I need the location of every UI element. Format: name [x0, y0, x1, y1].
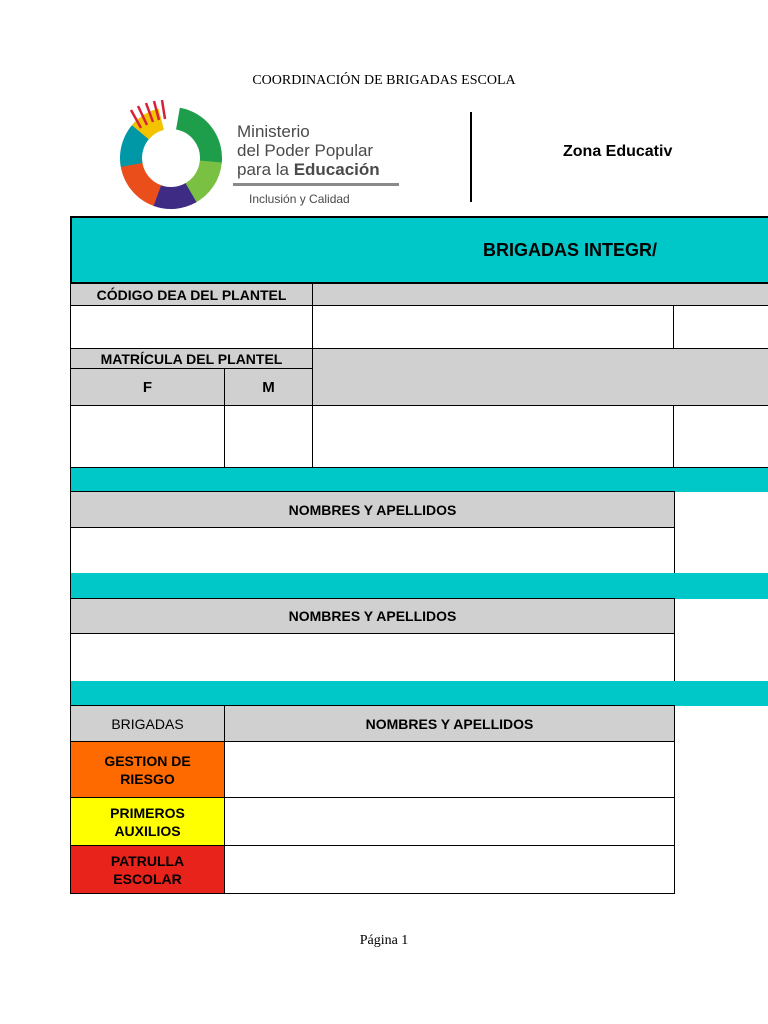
banner-title: BRIGADAS INTEGR/	[483, 240, 658, 260]
matricula-m-field[interactable]	[224, 405, 313, 468]
page-number: Página 1	[359, 933, 409, 948]
nombres-field-2[interactable]	[70, 633, 675, 682]
nombres-header-3: NOMBRES Y APELLIDOS	[224, 705, 675, 742]
codigo-dea-header-fill	[312, 283, 768, 306]
section-divider-2	[70, 573, 768, 599]
logo-line-3-prefix: para la	[237, 160, 294, 179]
section-divider-3	[70, 681, 768, 706]
nombres-header-1: NOMBRES Y APELLIDOS	[70, 491, 675, 528]
logo-line-3	[237, 160, 380, 179]
logo-line-2: del Poder Popular	[237, 141, 374, 160]
brigade-patrulla-escolar-field[interactable]	[224, 845, 675, 894]
zona-educativa-label: Zona Educativ	[563, 143, 673, 160]
matricula-f-field[interactable]	[70, 405, 225, 468]
document-title: COORDINACIÓN DE BRIGADAS ESCOLA	[252, 73, 516, 88]
logo-line-3-bold: Educación	[293, 160, 380, 179]
codigo-dea-label: CÓDIGO DEA DEL PLANTEL	[70, 283, 313, 306]
ministry-logo	[113, 100, 403, 212]
logo-line-1: Ministerio	[237, 122, 310, 141]
brigadas-header: BRIGADAS	[70, 705, 225, 742]
brigade-primeros-auxilios: PRIMEROS AUXILIOS	[70, 797, 225, 846]
brigade-primeros-auxilios-field[interactable]	[224, 797, 675, 846]
ministry-emblem-icon	[113, 100, 223, 212]
section-divider-1	[70, 467, 768, 492]
logo-tagline: Inclusión y Calidad	[249, 192, 350, 206]
codigo-dea-field[interactable]	[70, 305, 313, 349]
matricula-f-label: F	[70, 368, 225, 406]
header-divider	[470, 112, 472, 202]
nombres-header-2: NOMBRES Y APELLIDOS	[70, 598, 675, 634]
codigo-dea-adjacent-field[interactable]	[312, 305, 674, 349]
brigade-patrulla-escolar: PATRULLA ESCOLAR	[70, 845, 225, 894]
matricula-label: MATRÍCULA DEL PLANTEL	[70, 348, 313, 369]
nombres-field-1[interactable]	[70, 527, 675, 574]
matricula-adjacent-field[interactable]	[312, 405, 674, 468]
brigade-gestion-riesgo: GESTION DE RIESGO	[70, 741, 225, 798]
logo-rule	[233, 183, 399, 186]
matricula-m-label: M	[224, 368, 313, 406]
brigade-gestion-riesgo-field[interactable]	[224, 741, 675, 798]
matricula-header-fill	[312, 348, 768, 406]
